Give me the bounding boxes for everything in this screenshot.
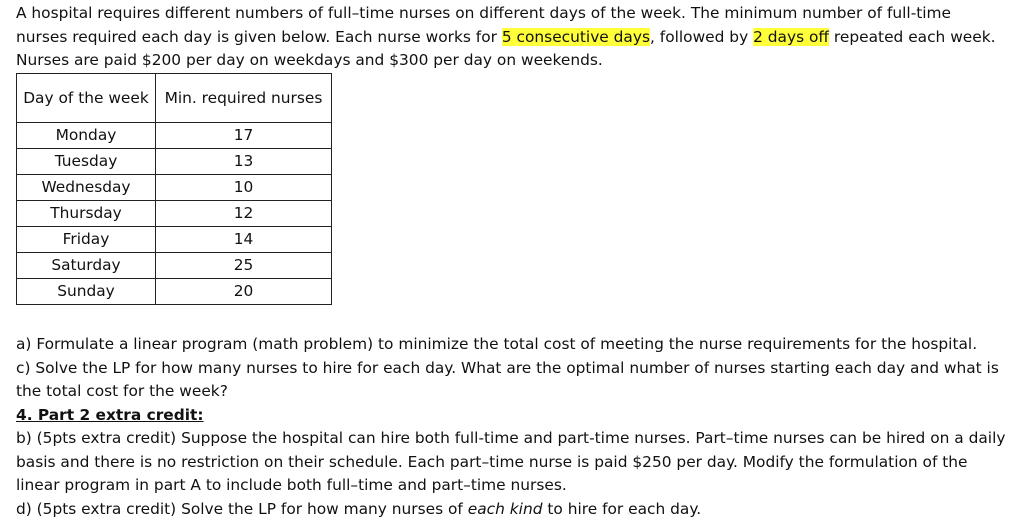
intro-line-2-post: repeated each week. xyxy=(829,27,996,46)
highlight-consecutive-days: 5 consecutive days xyxy=(501,27,650,46)
table-row xyxy=(17,123,332,149)
question-b: b) (5pts extra credit) Suppose the hospital can hire both full-time and part-time nurses. Part–time nurses can be hired on a daily basis and there is no restriction on their schedule. Each part–time nurse is paid $250 per day. Modify the formulation of the linear program in part A to include both full–time and part–time nurses. xyxy=(16,429,1006,494)
question-c: c) Solve the LP for how many nurses to hire for each day. What are the optimal number of nurses starting each day and what is the total cost for the week? xyxy=(16,358,999,400)
nurses-cell: 10 xyxy=(156,175,332,201)
problem-intro xyxy=(16,2,1006,73)
nurses-cell: 17 xyxy=(156,123,332,149)
intro-line-3: Nurses are paid $200 per day on weekdays and $300 per day on weekends. xyxy=(16,51,603,69)
questions-section xyxy=(16,333,1006,521)
nurses-cell: 13 xyxy=(156,149,332,175)
nurses-cell: 12 xyxy=(156,201,332,227)
day-cell: Saturday xyxy=(17,253,156,279)
highlight-days-off: 2 days off xyxy=(753,27,830,46)
table-row xyxy=(17,253,332,279)
intro-line-2-pre: nurses required each day is given below. Each nurse works for xyxy=(16,27,502,46)
header-day-of-week: Day of the week xyxy=(17,74,156,123)
question-d xyxy=(16,498,1006,522)
day-cell: Friday xyxy=(17,227,156,253)
table-header-row xyxy=(17,74,332,123)
table-row xyxy=(17,149,332,175)
day-cell: Thursday xyxy=(17,201,156,227)
day-cell: Sunday xyxy=(17,279,156,305)
intro-line-1: A hospital requires different numbers of full–time nurses on different days of the week. The minimum number of full-time xyxy=(16,4,952,22)
day-cell: Wednesday xyxy=(17,175,156,201)
intro-line-2 xyxy=(16,26,1006,50)
nurses-cell: 25 xyxy=(156,253,332,279)
table-row xyxy=(17,175,332,201)
part2-heading: 4. Part 2 extra credit: xyxy=(16,405,204,424)
question-d-emphasis: each kind xyxy=(467,499,543,518)
question-a: a) Formulate a linear program (math problem) to minimize the total cost of meeting the nurse requirements for the hospital. xyxy=(16,335,978,353)
table-row xyxy=(17,279,332,305)
day-cell: Tuesday xyxy=(17,149,156,175)
intro-line-2-mid: , followed by xyxy=(650,27,754,46)
nurses-cell: 14 xyxy=(156,227,332,253)
header-min-required: Min. required nurses xyxy=(156,74,332,123)
question-d-pre: d) (5pts extra credit) Solve the LP for how many nurses of xyxy=(16,499,468,518)
table-row xyxy=(17,227,332,253)
table-row xyxy=(17,201,332,227)
nurse-requirements-table xyxy=(16,73,332,305)
question-d-post: to hire for each day. xyxy=(542,499,702,518)
day-cell: Monday xyxy=(17,123,156,149)
nurses-cell: 20 xyxy=(156,279,332,305)
